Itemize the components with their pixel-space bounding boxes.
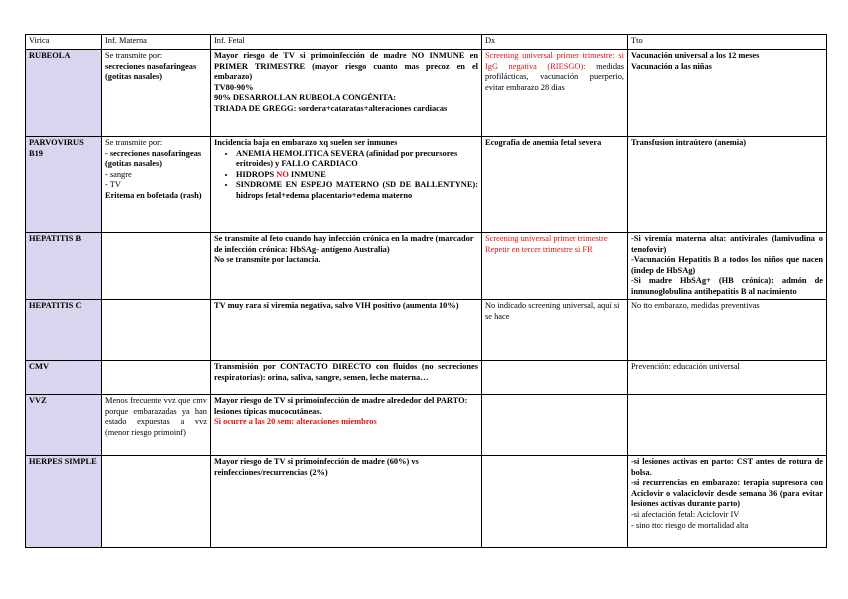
materna-line: Se transmite por: [105, 51, 163, 60]
fetal-line: TRIADA DE GREGG: sordera+cataratas+alteraciones cardiacas [214, 103, 448, 113]
dx-screening-text: Screening universal primer trimestre: si IgG negativa (RIESGO): [485, 51, 624, 71]
materna-line: secreciones nasofaringeas (gotitas nasales) [105, 61, 197, 82]
header-inf-fetal: Inf. Fetal [211, 35, 482, 50]
header-tto: Tto [628, 35, 827, 50]
row-rubeola [26, 50, 827, 137]
fetal-list [214, 149, 478, 202]
header-inf-materna: Inf. Materna [102, 35, 211, 50]
fetal-cell [211, 137, 482, 233]
inmune-text: INMUNE [290, 169, 326, 179]
dx-cell [482, 233, 628, 300]
dx-cell: No indicado screening universal, aquí si se hace [482, 300, 628, 361]
tto-cell [628, 456, 827, 548]
dx-line: Screening universal primer trimestre [485, 234, 608, 243]
tto-cell: Transfusion intraútero (anemia) [628, 137, 827, 233]
materna-line: - sangre [105, 169, 132, 179]
virus-name: VVZ [26, 395, 102, 456]
row-cmv [26, 361, 827, 395]
tto-line: -si lesiones activas en parto: CST antes de rotura de bolsa. [631, 457, 823, 477]
fetal-cell [211, 233, 482, 300]
dx-text: medidas profilácticas, vacunación puerperio, evitar embarazo 28 dias [485, 61, 625, 92]
materna-cell [102, 233, 211, 300]
virus-name: PARVOVIRUS B19 [26, 137, 102, 233]
virus-name: RUBEOLA [26, 50, 102, 137]
dx-cell: Ecografía de anemia fetal severa [482, 137, 628, 233]
fetal-list-item [236, 170, 478, 181]
hidrops-text: HIDROPS [236, 169, 275, 179]
materna-cell [102, 50, 211, 137]
fetal-line: Incidencia baja en embarazo xq suelen ser inmunes [214, 138, 398, 147]
dx-line: Repetir en tercer trimestre si FR [485, 244, 593, 254]
materna-cell [102, 456, 211, 548]
header-row [26, 35, 827, 50]
header-virica: Virica [26, 35, 102, 50]
tto-cell [628, 395, 827, 456]
materna-cell [102, 137, 211, 233]
fetal-line: 90% DESARROLLAN RUBEOLA CONGÉNITA: [214, 93, 397, 103]
fetal-line: Mayor riesgo de TV si primoinfección de madre alrededor del PARTO: lesiones típicas mucocutáneas. [214, 396, 468, 416]
header-dx: Dx [482, 35, 628, 50]
fetal-line: No se transmite por lactancia. [214, 255, 321, 265]
virus-name: CMV [26, 361, 102, 395]
dx-cell [482, 361, 628, 395]
row-vvz [26, 395, 827, 456]
fetal-cell: Mayor riesgo de TV si primoinfección de madre (60%) vs reinfecciones/recurrencias (2%) [211, 456, 482, 548]
materna-cell [102, 300, 211, 361]
fetal-cell [211, 50, 482, 137]
tto-line: -Vacunación Hepatitis B a todos los niños que nacen (indep de HbSAg) [631, 255, 823, 275]
dx-cell [482, 395, 628, 456]
row-parvovirus [26, 137, 827, 233]
virology-table [25, 34, 827, 548]
materna-line: Se transmite por: [105, 138, 163, 147]
tto-line: - sino tto: riesgo de mortalidad alta [631, 520, 749, 530]
tto-cell: Prevención: educación universal [628, 361, 827, 395]
tto-line: -si afectación fetal: Aciclovir IV [631, 509, 740, 519]
fetal-list-item: • SINDROME EN ESPEJO MATERNO (SD DE BALLENTYNE): hidrops fetal+edema placentario+edema materno [236, 180, 478, 201]
virus-name: HEPATITIS C [26, 300, 102, 361]
row-hepatitis-c [26, 300, 827, 361]
fetal-list-item: • ANEMIA HEMOLITICA SEVERA (afinidad por precursores eritroides) y FALLO CARDIACO [236, 149, 478, 170]
tto-cell [628, 233, 827, 300]
fetal-cell: Transmisión por CONTACTO DIRECTO con fluidos (no secreciones respiratorias): orina, saliva, sangre, semen, leche materna… [211, 361, 482, 395]
tto-line: -Si madre HbSAg+ (HB crónica): admón de inmunoglobulina antihepatitis B al nacimiento [631, 276, 823, 296]
materna-line: - secreciones nasofaringeas (gotitas nasales) [105, 148, 202, 169]
virus-name: HEPATITIS B [26, 233, 102, 300]
fetal-line: TV80-90% [214, 82, 254, 92]
tto-line: -si recurrencias en embarazo: terapia supresora con Aciclovir o valaciclovir desde semana 36 (para evitar lesiones activas durante parto) [631, 478, 823, 509]
dx-cell [482, 50, 628, 137]
materna-line: Eritema en bofetada (rash) [105, 190, 202, 200]
materna-line: - TV [105, 180, 121, 190]
tto-cell [628, 50, 827, 137]
fetal-line: Mayor riesgo de TV si primoinfección de madre NO INMUNE en PRIMER TRIMESTRE (mayor riesgo cuanto mas precoz en el embarazo) [214, 51, 478, 82]
dx-cell [482, 456, 628, 548]
materna-cell [102, 361, 211, 395]
materna-cell: Menos frecuente vvz que cmv porque embarazadas ya han estado expuestas a vvz (menor riesgo primoinf) [102, 395, 211, 456]
tto-line: Vacunación a las niñas [631, 61, 712, 71]
no-text: NO [276, 169, 289, 179]
tto-cell: No tto embarazo, medidas preventivas [628, 300, 827, 361]
tto-line: Vacunación universal a los 12 meses [631, 51, 760, 60]
fetal-line: Si ocurre a las 20 sem: alteraciones miembros [214, 417, 377, 427]
fetal-cell: TV muy rara si viremia negativa, salvo VIH positivo (aumenta 10%) [211, 300, 482, 361]
fetal-line: Se transmite al feto cuando hay infección crónica en la madre (marcador de infección crónica: HbSAg- antígeno Australia) [214, 234, 474, 254]
virus-name: HERPES SIMPLE [26, 456, 102, 548]
row-hepatitis-b [26, 233, 827, 300]
row-herpes-simple [26, 456, 827, 548]
fetal-cell [211, 395, 482, 456]
tto-line: -Si viremia materna alta: antivirales (lamivudina o tenofovir) [631, 234, 823, 254]
